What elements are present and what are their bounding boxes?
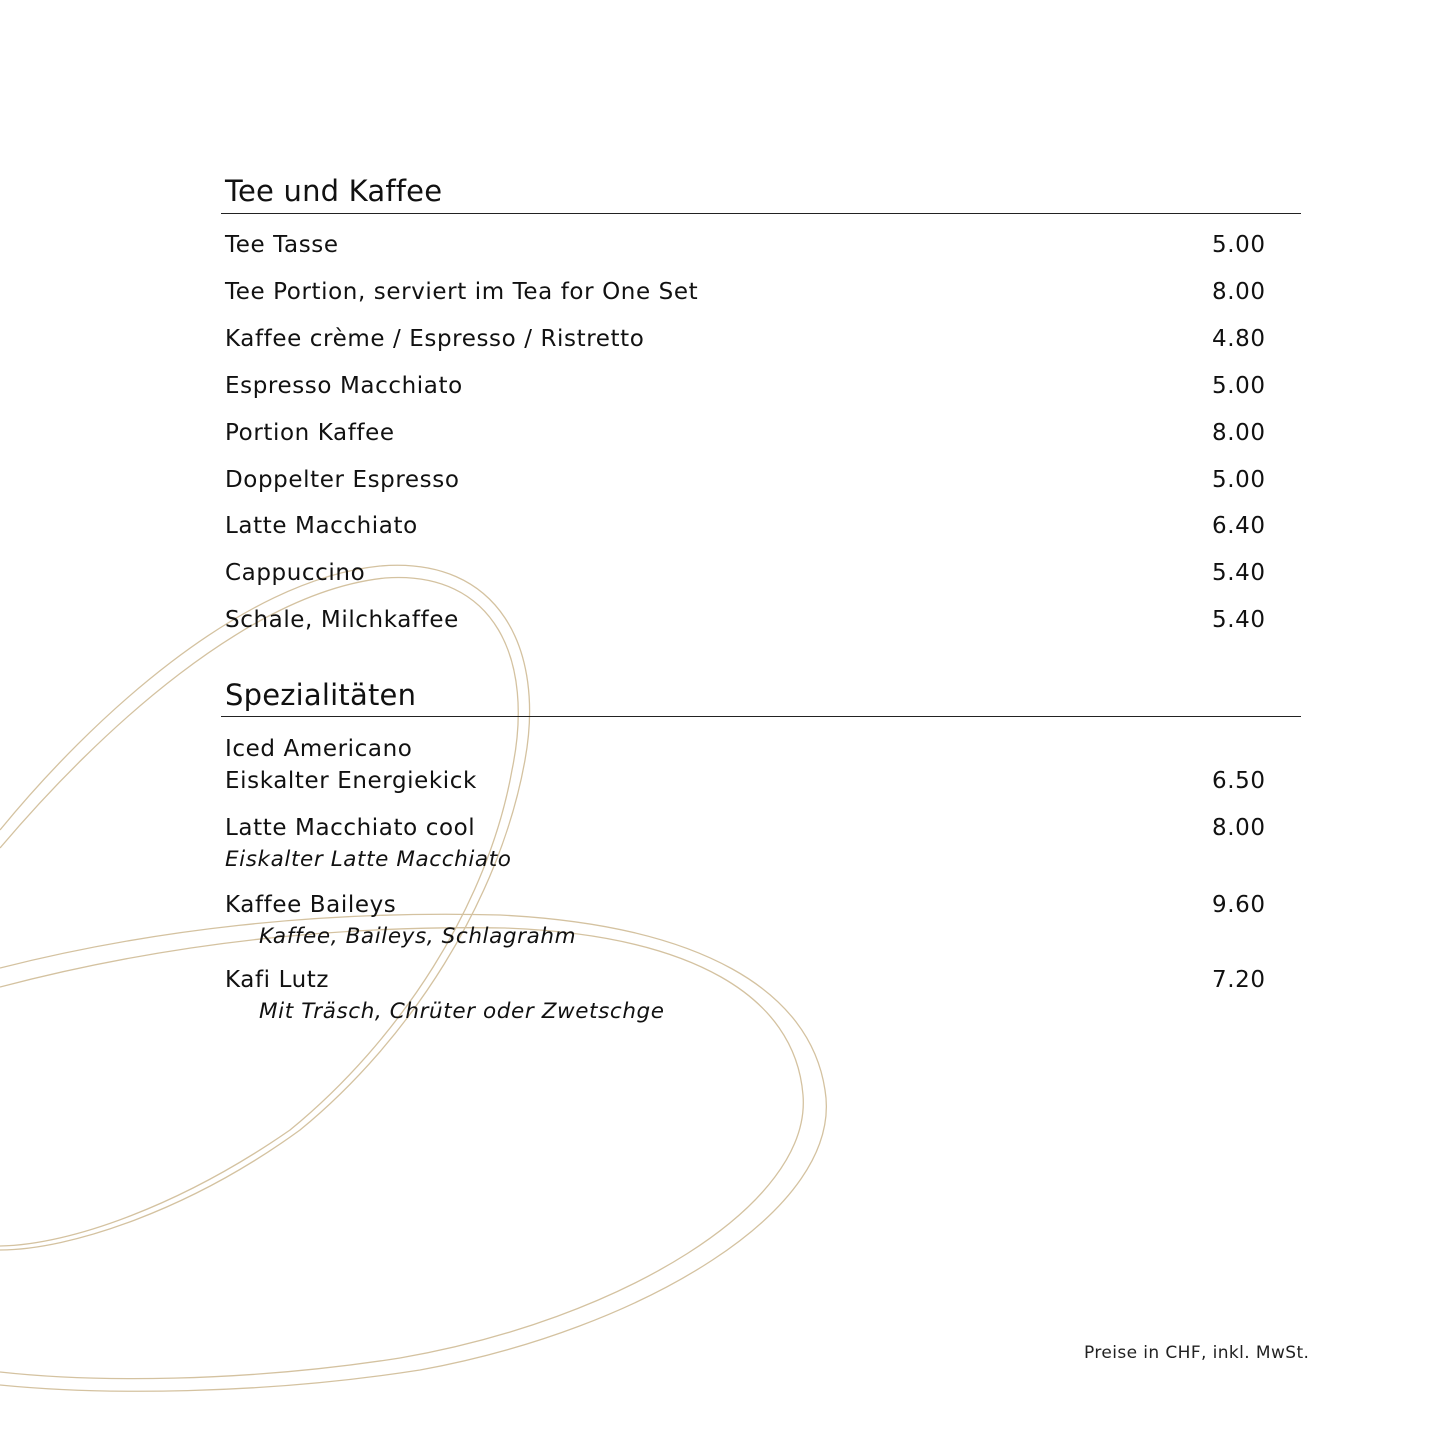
section-divider: [221, 716, 1301, 717]
menu-item-name: Kaffee Baileys: [225, 892, 397, 918]
menu-item-price: 6.40: [1212, 513, 1266, 539]
menu-item-name: Kaffee crème / Espresso / Ristretto: [225, 326, 645, 352]
menu-item-name: Latte Macchiato cool: [225, 815, 476, 841]
menu-item-name: Iced Americano: [225, 736, 413, 762]
menu-item-price: 8.00: [1212, 815, 1266, 841]
menu-item-price: 5.00: [1212, 232, 1266, 258]
menu-item-price: 5.40: [1212, 560, 1266, 586]
menu-item-name: Kafi Lutz: [225, 967, 330, 993]
menu-item-name: Doppelter Espresso: [225, 467, 460, 493]
menu-item-price: 7.20: [1212, 967, 1266, 993]
menu-item-price: 8.00: [1212, 420, 1266, 446]
menu-item-description: Kaffee, Baileys, Schlagrahm: [259, 924, 577, 949]
section-title-tee-und-kaffee: Tee und Kaffee: [225, 174, 443, 208]
menu-item-price: 5.00: [1212, 467, 1266, 493]
menu-item-name: Portion Kaffee: [225, 420, 395, 446]
menu-item-price: 6.50: [1212, 768, 1266, 794]
menu-item-name: Cappuccino: [225, 560, 366, 586]
menu-item-name: Schale, Milchkaffee: [225, 607, 459, 633]
menu-item-description: Mit Träsch, Chrüter oder Zwetschge: [259, 999, 665, 1024]
section-title-spezialitaeten: Spezialitäten: [225, 678, 417, 712]
menu-item-name: Latte Macchiato: [225, 513, 418, 539]
menu-item-name: Tee Tasse: [225, 232, 339, 258]
menu-item-price: 9.60: [1212, 892, 1266, 918]
menu-item-description: Eiskalter Latte Macchiato: [225, 847, 512, 872]
menu-item-price: 5.40: [1212, 607, 1266, 633]
menu-item-price: 5.00: [1212, 373, 1266, 399]
menu-item-name: Tee Portion, serviert im Tea for One Set: [225, 279, 699, 305]
menu-item-subtitle: Eiskalter Energiekick: [225, 768, 477, 794]
menu-item-price: 4.80: [1212, 326, 1266, 352]
section-divider: [221, 213, 1301, 214]
menu-item-name: Espresso Macchiato: [225, 373, 463, 399]
menu-item-price: 8.00: [1212, 279, 1266, 305]
price-footnote: Preise in CHF, inkl. MwSt.: [1084, 1343, 1310, 1363]
